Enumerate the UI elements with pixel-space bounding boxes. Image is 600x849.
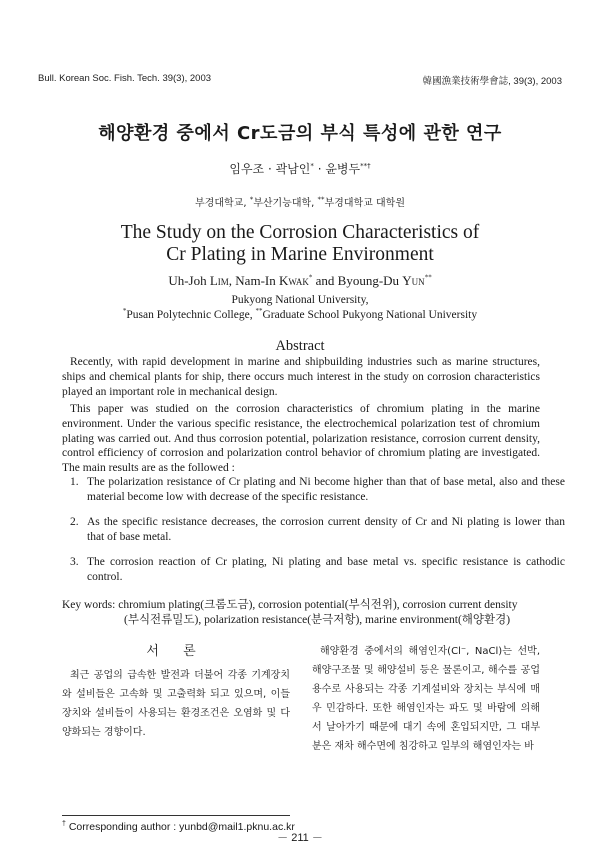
- author-names-1: 임우조 · 곽남인: [229, 162, 311, 176]
- page-number: － 211 －: [277, 832, 323, 844]
- footnote-text: Corresponding author : yunbd@mail1.pknu.ac.kr: [65, 821, 295, 833]
- authors-english: [0, 273, 600, 289]
- affil-ko-2: 부산기능대학,: [253, 198, 318, 209]
- keywords: [62, 598, 540, 628]
- author-names-2: · 윤병두: [313, 162, 361, 176]
- intro-left-column: 최근 공업의 급속한 발전과 더불어 각종 기계장치와 설비들은 고속화 및 고출력화 되고 있으며, 이들 장치와 설비들이 사용되는 환경조건은 오염화 및 다양화되는 경향이다.: [62, 670, 290, 738]
- author-en-text-3: and Byoung-Du: [312, 273, 403, 288]
- affil-ko-mark-2: **: [317, 195, 325, 204]
- affil-en-text-a: Pusan Polytechnic College,: [126, 309, 256, 321]
- intro-right-column: 해양환경 중에서의 해염인자(Cl⁻, NaCl)는 선박, 해양구조물 및 해양설비 등은 물론이고, 해수를 공업용수로 사용되는 각종 기계설비와 장치는 부식에 매우 민감하다. 또한 해염인자는 파도 및 바람에 의해서 날아가기 때문에 대기 속에 혼입되지만, 그 대부분은 재차 해수면에 침강하고 일부의 해염인자는 바: [312, 646, 540, 752]
- author-en-mark-2: **: [424, 273, 432, 282]
- abstract-heading: Abstract: [275, 338, 325, 354]
- title-en-line-1: The Study on the Corrosion Characteristics of: [120, 222, 480, 243]
- title-korean: 해양환경 중에서 Cr도금의 부식 특성에 관한 연구: [98, 123, 502, 144]
- affiliations-korean: [0, 194, 600, 209]
- author-en-surname-1: Lim: [209, 273, 229, 288]
- result-number-3: 3.: [70, 556, 79, 568]
- result-text-1: The polarization resistance of Cr plating and Ni become higher than that of base metal, also and these material become low with decrease of the specific resistance.: [87, 476, 565, 503]
- result-item-1: [62, 475, 565, 505]
- author-en-mark-1: *: [308, 273, 313, 282]
- footnote-mark: †: [62, 820, 66, 828]
- affil-ko-3: 부경대학교 대학원: [324, 198, 405, 209]
- affil-en-text-b: Graduate School Pukyong National University: [262, 309, 478, 321]
- journal-citation-right: 韓國漁業技術學會誌, 39(3), 2003: [422, 76, 562, 87]
- keywords-line-2: (부식전류밀도), polarization resistance(분극저항), marine environment(해양환경): [124, 613, 511, 626]
- title-english: [0, 222, 600, 266]
- abstract-paragraph-2: This paper was studied on the corrosion characteristics of chromium plating in the marine environment. Under the various specific resistance, the electrochemical polarization test of chromium plating was carried out. And thus corrosion potential, polarization resistance, corrosion current density, control efficiency of corrosion and polarization control behavior of chromium plating are investigated. The main results are as the followed :: [62, 403, 540, 475]
- journal-citation-left: Bull. Korean Soc. Fish. Tech. 39(3), 2003: [38, 73, 212, 84]
- result-item-3: [62, 555, 565, 585]
- affiliation-en-line-1: Pukyong National University,: [231, 294, 369, 306]
- affil-en-mark-2: **: [255, 307, 263, 316]
- author-en-surname-2: Kwak: [278, 273, 309, 288]
- keywords-line-1: Key words: chromium plating(크롬도금), corrosion potential(부식전위), corrosion current density: [62, 599, 518, 611]
- affil-ko-mark-1: *: [249, 195, 254, 204]
- authors-korean: [0, 160, 600, 177]
- footnote-divider: [62, 815, 290, 816]
- title-en-line-2: Cr Plating in Marine Environment: [166, 244, 434, 265]
- affil-en-mark-1: *: [122, 307, 127, 316]
- result-number-2: 2.: [70, 516, 79, 528]
- result-item-2: [62, 515, 565, 545]
- author-mark-2: **†: [360, 162, 371, 170]
- abstract-paragraph-1: Recently, with rapid development in marine and shipbuilding industries such as marine structures, ships and chemical plants for ship, there occurs much interest in the study on corrosion characteristics played an important role in mechanical design.: [62, 356, 540, 398]
- result-text-3: The corrosion reaction of Cr plating, Ni plating and base metal vs. specific resistance is cathodic control.: [87, 556, 565, 583]
- author-en-text-2: , Nam-In: [228, 273, 279, 288]
- affil-ko-1: 부경대학교,: [195, 198, 250, 209]
- section-heading-introduction: 서 론: [146, 644, 206, 659]
- author-en-surname-3: Yun: [402, 273, 425, 288]
- author-en-text-1: Uh-Joh: [168, 273, 210, 288]
- author-mark-1: *: [310, 162, 314, 170]
- result-text-2: As the specific resistance decreases, the corrosion current density of Cr and Ni plating is lower than that of base metal.: [87, 516, 565, 543]
- affiliation-en-line-2: [0, 309, 600, 321]
- result-number-1: 1.: [70, 476, 79, 488]
